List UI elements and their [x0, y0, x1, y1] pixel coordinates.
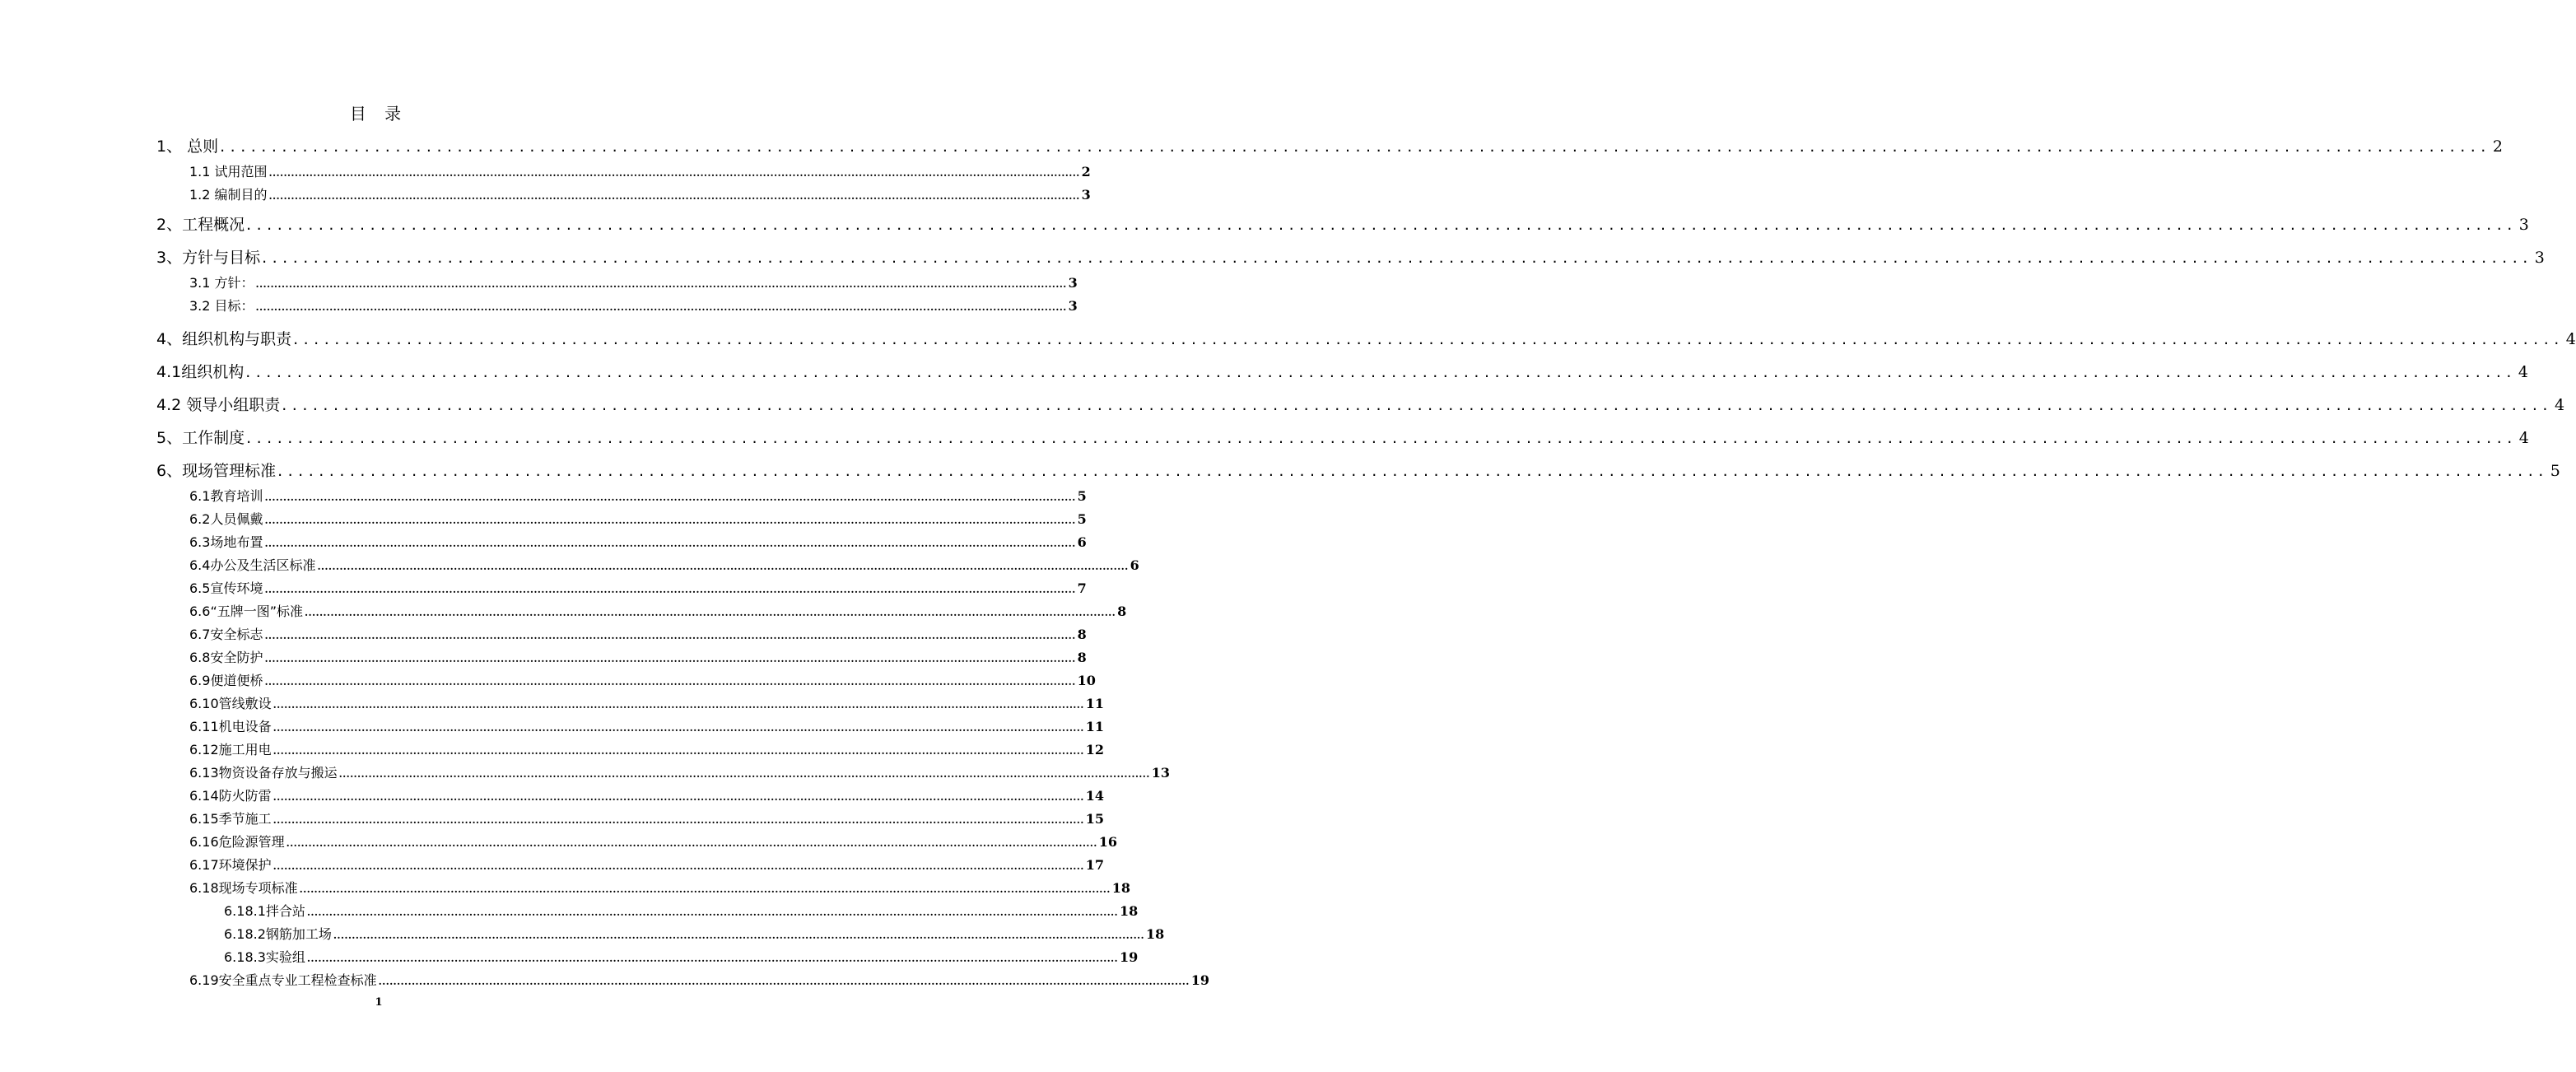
toc-leader-dots: ............................................................................................................................................................................................................................: [299, 883, 1111, 895]
toc-leader-dots: ............................................................................................................................................................................................................................: [264, 630, 1076, 641]
toc-entry: [224, 924, 1165, 943]
toc-entry: [189, 693, 1105, 712]
toc-entry-page: 11: [1085, 696, 1105, 711]
toc-entry: [189, 273, 1078, 291]
toc-entry-label: 3.1 方针：: [189, 275, 254, 291]
toc-entry: [189, 832, 1118, 851]
toc-title: 目 录: [349, 104, 408, 124]
toc-leader-dots: ............................................................................................................................................................................................................................: [262, 249, 2533, 267]
toc-entry-label: 6.10管线敷设: [189, 696, 272, 711]
toc-entry: [189, 809, 1105, 827]
toc-leader-dots: ............................................................................................................................................................................................................................: [333, 930, 1145, 941]
page-number: 1: [375, 996, 383, 1009]
toc-leader-dots: ............................................................................................................................................................................................................................: [338, 768, 1150, 780]
toc-leader-dots: ............................................................................................................................................................................................................................: [273, 814, 1084, 826]
toc-entry-page: 13: [1151, 765, 1171, 781]
toc-leader-dots: ............................................................................................................................................................................................................................: [286, 837, 1097, 849]
toc-entry-page: 16: [1098, 834, 1118, 850]
toc-entry-page: 19: [1190, 972, 1210, 988]
toc-entry: [189, 670, 1096, 689]
toc-entry-page: 11: [1085, 719, 1105, 734]
toc-entry: [189, 296, 1078, 315]
toc-entry-label: 5、工作制度: [156, 429, 245, 447]
toc-leader-dots: ............................................................................................................................................................................................................................: [273, 699, 1084, 711]
toc-entry-page: 2: [2492, 137, 2503, 156]
toc-entry-label: 6.15季节施工: [189, 811, 272, 827]
toc-entry: [189, 855, 1105, 874]
toc-entry-page: 8: [1077, 627, 1087, 642]
toc-entry-page: 14: [1085, 788, 1105, 804]
toc-entry-page: 8: [1077, 650, 1087, 665]
toc-entry: [189, 739, 1105, 758]
toc-entry: [156, 360, 2529, 382]
toc-leader-dots: ............................................................................................................................................................................................................................: [273, 722, 1084, 734]
toc-entry-label: 2、工程概况: [156, 216, 245, 234]
toc-entry-page: 3: [2518, 216, 2529, 234]
toc-entry-page: 5: [1077, 488, 1087, 504]
toc-entry-page: 5: [1077, 511, 1087, 527]
toc-entry-label: 1.1 试用范围: [189, 164, 268, 179]
toc-leader-dots: ............................................................................................................................................................................................................................: [264, 515, 1076, 526]
toc-leader-dots: ............................................................................................................................................................................................................................: [246, 429, 2518, 447]
toc-leader-dots: ............................................................................................................................................................................................................................: [277, 462, 2549, 480]
toc-entry: [189, 509, 1087, 528]
toc-entry-page: 6: [1077, 534, 1087, 550]
toc-leader-dots: ............................................................................................................................................................................................................................: [264, 538, 1076, 549]
toc-leader-dots: ............................................................................................................................................................................................................................: [268, 167, 1080, 179]
toc-leader-dots: ............................................................................................................................................................................................................................: [264, 676, 1076, 687]
toc-leader-dots: ............................................................................................................................................................................................................................: [305, 607, 1116, 618]
toc-entry-page: 3: [1068, 298, 1078, 314]
toc-leader-dots: ............................................................................................................................................................................................................................: [268, 190, 1080, 202]
toc-leader-dots: ............................................................................................................................................................................................................................: [264, 584, 1076, 595]
toc-entry: [189, 647, 1087, 666]
toc-leader-dots: ............................................................................................................................................................................................................................: [255, 301, 1067, 313]
toc-entry-label: 1.2 编制目的: [189, 187, 268, 203]
toc-entry-page: 4: [2565, 330, 2576, 348]
toc-leader-dots: ............................................................................................................................................................................................................................: [273, 745, 1084, 757]
toc-leader-dots: ............................................................................................................................................................................................................................: [378, 976, 1190, 987]
toc-leader-dots: ............................................................................................................................................................................................................................: [273, 860, 1084, 872]
toc-entry-page: 19: [1120, 949, 1139, 965]
toc-entry-label: 6.2人员佩戴: [189, 511, 263, 527]
toc-leader-dots: ............................................................................................................................................................................................................................: [306, 907, 1119, 918]
toc-leader-dots: ............................................................................................................................................................................................................................: [255, 278, 1067, 290]
toc-entry-page: 4: [2518, 363, 2529, 381]
toc-leader-dots: ............................................................................................................................................................................................................................: [264, 492, 1076, 503]
toc-entry: [189, 161, 1091, 180]
toc-entry: [156, 245, 2545, 268]
toc-entry-label: 4.1组织机构: [156, 363, 245, 381]
toc-entry-label: 6.14防火防雷: [189, 788, 272, 804]
toc-entry-page: 5: [2550, 462, 2560, 480]
toc-entry: [189, 762, 1171, 781]
toc-entry-page: 18: [1111, 880, 1131, 896]
toc-entry-label: 6.4办公及生活区标准: [189, 557, 316, 573]
toc-entry-page: 15: [1085, 811, 1105, 827]
toc-entry-label: 6.3场地布置: [189, 534, 263, 550]
toc-entry-page: 6: [1130, 557, 1139, 573]
toc-entry-label: 6.7安全标志: [189, 627, 263, 642]
toc-entry-page: 12: [1085, 742, 1105, 757]
toc-entry: [156, 212, 2529, 235]
toc-entry: [156, 426, 2529, 448]
toc-entry: [189, 970, 1210, 989]
toc-entry-label: 3.2 目标：: [189, 298, 254, 314]
toc-entry-page: 17: [1085, 857, 1105, 873]
toc-entry-label: 6.19安全重点专业工程检查标准: [189, 972, 377, 988]
toc-leader-dots: ............................................................................................................................................................................................................................: [293, 330, 2564, 348]
toc-entry-label: 4、组织机构与职责: [156, 330, 292, 348]
toc-entry: [224, 901, 1139, 920]
toc-entry: [189, 486, 1087, 505]
toc-entry-label: 3、方针与目标: [156, 249, 261, 267]
toc-entry: [156, 134, 2503, 156]
toc-entry: [189, 555, 1139, 574]
toc-leader-dots: ............................................................................................................................................................................................................................: [220, 137, 2491, 156]
toc-entry-page: 3: [2534, 249, 2545, 267]
toc-entry-label: 6.11机电设备: [189, 719, 272, 734]
toc-entry-label: 6.13物资设备存放与搬运: [189, 765, 338, 781]
toc-entry-page: 4: [2554, 396, 2565, 414]
toc-leader-dots: ............................................................................................................................................................................................................................: [317, 561, 1129, 572]
toc-entry-label: 6.1教育培训: [189, 488, 263, 504]
toc-leader-dots: ............................................................................................................................................................................................................................: [246, 216, 2518, 234]
toc-entry-page: 8: [1117, 604, 1127, 619]
toc-entry-label: 6.9便道便桥: [189, 673, 263, 688]
toc-entry-label: 6.6“五牌一图”标准: [189, 604, 304, 619]
toc-entry: [189, 601, 1127, 620]
toc-leader-dots: ............................................................................................................................................................................................................................: [245, 363, 2517, 381]
toc-entry: [189, 532, 1087, 551]
toc-entry-label: 6.5宣传环境: [189, 580, 263, 596]
toc-entry-label: 1、 总则: [156, 137, 219, 156]
toc-entry-label: 6.8安全防护: [189, 650, 263, 665]
toc-entry-label: 4.2 领导小组职责: [156, 396, 281, 414]
toc-entry-page: 2: [1081, 164, 1091, 179]
toc-entry: [189, 716, 1105, 735]
toc-entry: [156, 459, 2560, 481]
toc-entry-page: 18: [1120, 903, 1139, 919]
toc-entry: [156, 327, 2576, 349]
toc-leader-dots: ............................................................................................................................................................................................................................: [273, 791, 1084, 803]
toc-entry-label: 6、现场管理标准: [156, 462, 277, 480]
toc-entry-label: 6.18.1拌合站: [224, 903, 305, 919]
toc-entry-page: 18: [1146, 926, 1165, 942]
toc-entry-label: 6.18.3实验组: [224, 949, 305, 965]
toc-entry-label: 6.12施工用电: [189, 742, 272, 757]
toc-entry: [156, 393, 2565, 415]
toc-entry-label: 6.18现场专项标准: [189, 880, 298, 896]
toc-entry-page: 4: [2518, 429, 2529, 447]
toc-leader-dots: ............................................................................................................................................................................................................................: [282, 396, 2553, 414]
toc-entry: [189, 878, 1131, 897]
toc-entry: [189, 184, 1091, 203]
toc-entry-page: 7: [1077, 580, 1087, 596]
toc-entry: [224, 947, 1139, 966]
toc-entry-label: 6.17环境保护: [189, 857, 272, 873]
toc-entry: [189, 578, 1087, 597]
toc-leader-dots: ............................................................................................................................................................................................................................: [306, 953, 1119, 964]
toc-entry-label: 6.16危险源管理: [189, 834, 285, 850]
toc-entry: [189, 624, 1087, 643]
toc-entry-page: 10: [1077, 673, 1096, 688]
toc-entry-label: 6.18.2钢筋加工场: [224, 926, 332, 942]
toc-entry-page: 3: [1068, 275, 1078, 291]
toc-leader-dots: ............................................................................................................................................................................................................................: [264, 653, 1076, 664]
toc-entry: [189, 785, 1105, 804]
toc-entry-page: 3: [1081, 187, 1091, 203]
